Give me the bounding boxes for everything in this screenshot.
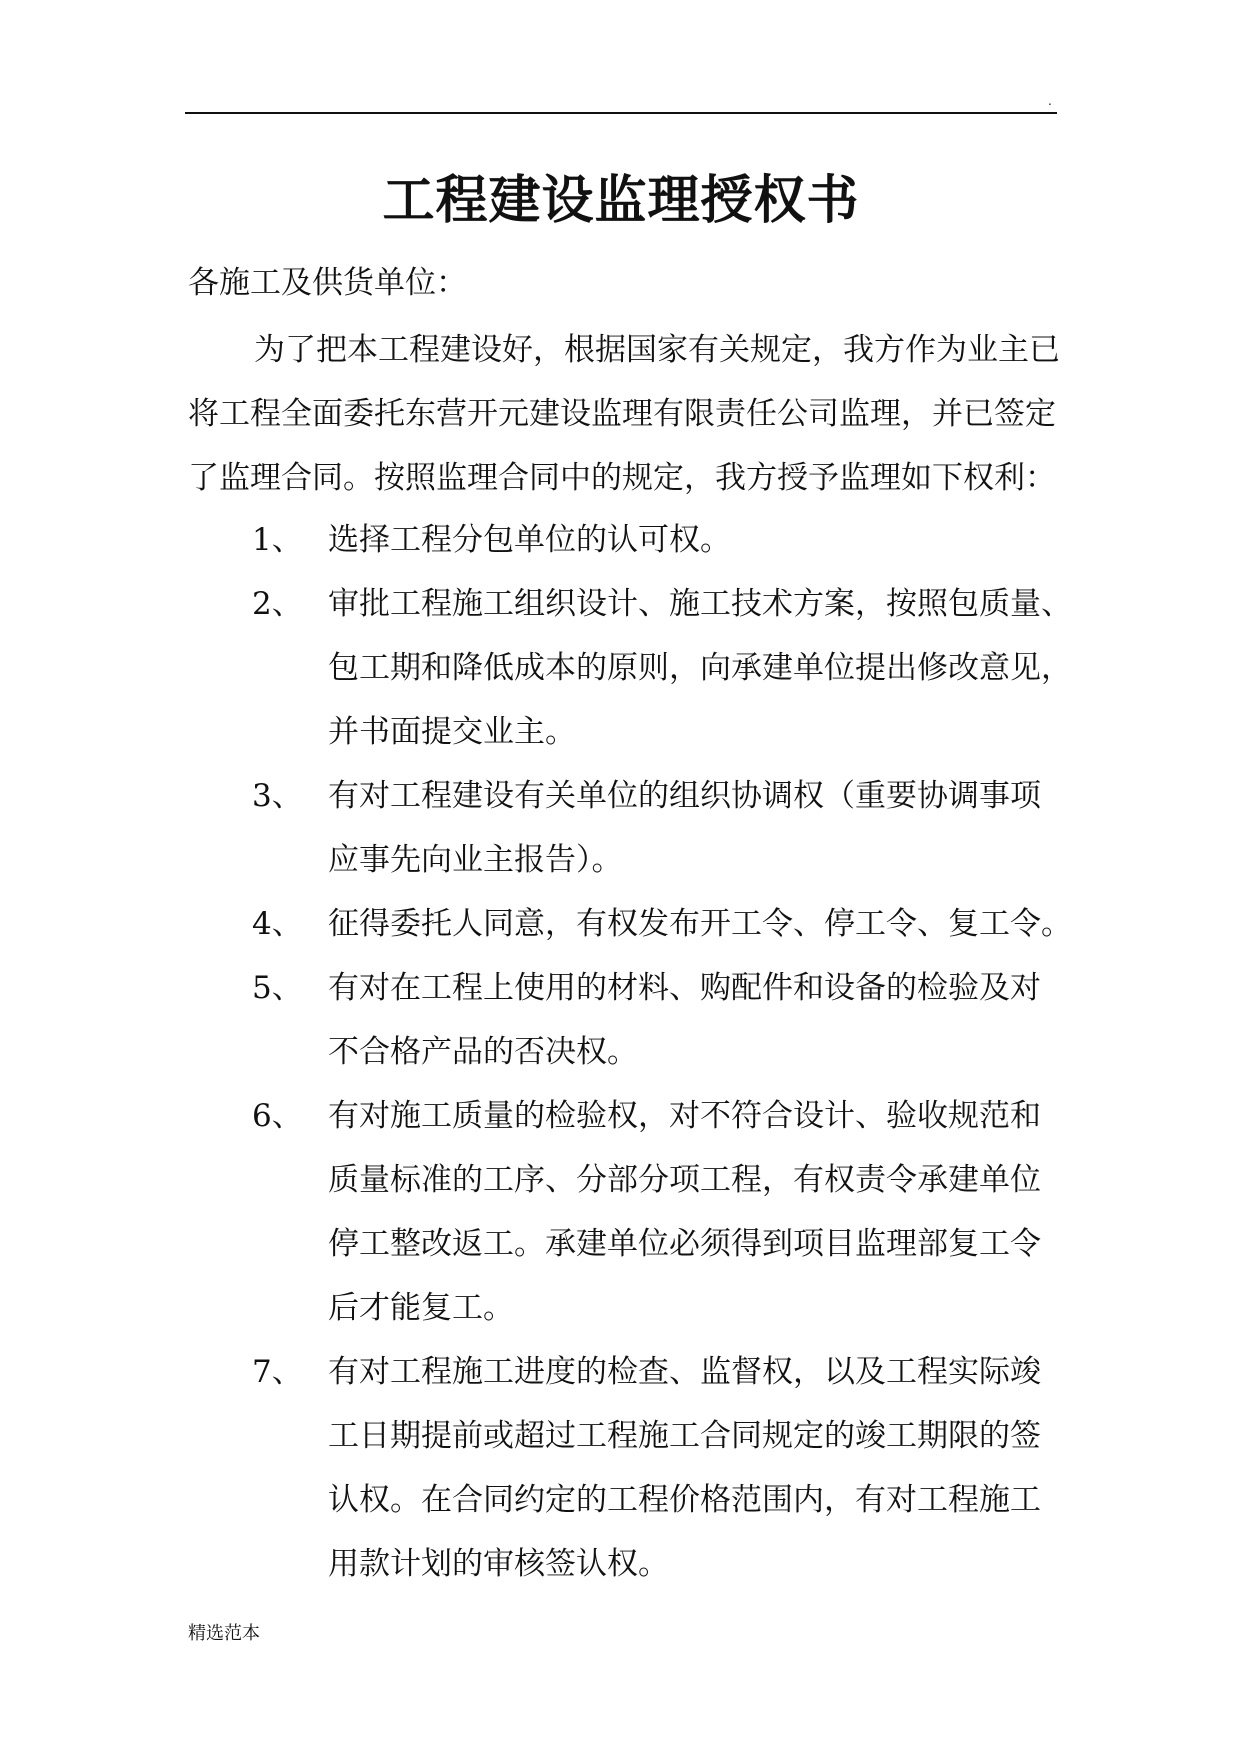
item-number: 5、	[252, 970, 303, 1006]
item-line: 后才能复工。	[328, 1290, 514, 1326]
intro-paragraph	[188, 318, 1060, 510]
item-text	[328, 956, 1068, 1084]
item-number: 1、	[252, 522, 303, 558]
item-line: 有对工程建设有关单位的组织协调权（重要协调事项	[328, 778, 1041, 814]
item-line: 并书面提交业主。	[328, 714, 576, 750]
item-line: 审批工程施工组织设计、施工技术方案，按照包质量、	[328, 586, 1072, 622]
salutation: 各施工及供货单位：	[188, 265, 467, 301]
item-line: 有对工程施工进度的检查、监督权，以及工程实际竣	[328, 1354, 1041, 1390]
item-line: 有对施工质量的检验权，对不符合设计、验收规范和	[328, 1098, 1041, 1134]
item-line: 有对在工程上使用的材料、购配件和设备的检验及对	[328, 970, 1041, 1006]
authority-item-7	[0, 1340, 1241, 1596]
item-line: 用款计划的审核签认权。	[328, 1546, 669, 1582]
document-title: 工程建设监理授权书	[382, 170, 860, 231]
item-line: 质量标准的工序、分部分项工程，有权责令承建单位	[328, 1162, 1041, 1198]
item-number: 4、	[252, 906, 303, 942]
authority-item-2	[0, 572, 1241, 764]
item-number: 7、	[252, 1354, 303, 1390]
header-rule	[185, 112, 1057, 114]
authority-item-6	[0, 1084, 1241, 1340]
authority-item-3	[0, 764, 1241, 892]
intro-line: 将工程全面委托东营开元建设监理有限责任公司监理，并已签定	[188, 396, 1056, 432]
item-line: 工日期提前或超过工程施工合同规定的竣工期限的签	[328, 1418, 1041, 1454]
item-number: 3、	[252, 778, 303, 814]
footer-label: 精选范本	[188, 1623, 260, 1644]
header-mark: .	[1048, 94, 1052, 108]
authority-item-5	[0, 956, 1241, 1084]
authority-list	[0, 508, 1241, 1596]
item-line: 征得委托人同意，有权发布开工令、停工令、复工令。	[328, 906, 1072, 942]
item-text	[328, 508, 1068, 572]
item-text	[328, 892, 1072, 956]
intro-line: 了监理合同。按照监理合同中的规定，我方授予监理如下权利：	[188, 460, 1056, 496]
item-text	[328, 764, 1068, 892]
item-text	[328, 1084, 1068, 1340]
authority-item-4	[0, 892, 1241, 956]
item-number: 2、	[252, 586, 303, 622]
item-line: 认权。在合同约定的工程价格范围内，有对工程施工	[328, 1482, 1041, 1518]
item-line: 应事先向业主报告）。	[328, 842, 623, 878]
item-line: 不合格产品的否决权。	[328, 1034, 638, 1070]
item-text	[328, 1340, 1068, 1596]
item-number: 6、	[252, 1098, 303, 1134]
item-text	[328, 572, 1072, 764]
item-line: 包工期和降低成本的原则，向承建单位提出修改意见，	[328, 650, 1072, 686]
item-line: 停工整改返工。承建单位必须得到项目监理部复工令	[328, 1226, 1041, 1262]
intro-line: 为了把本工程建设好，根据国家有关规定，我方作为业主已	[254, 332, 1060, 368]
item-line: 选择工程分包单位的认可权。	[328, 522, 731, 558]
authority-item-1	[0, 508, 1241, 572]
